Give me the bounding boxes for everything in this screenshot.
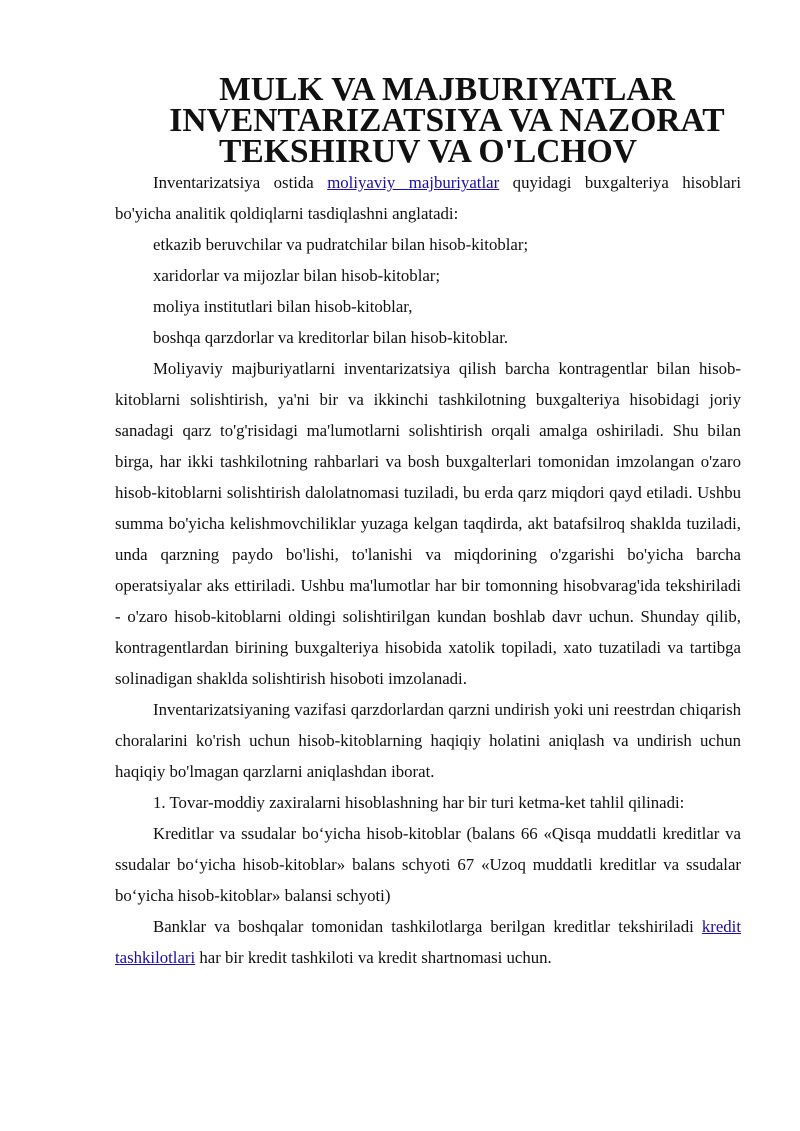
paragraph-banks [115, 911, 741, 973]
document-title [115, 71, 741, 170]
list-item: moliya institutlari bilan hisob-kitoblar, [153, 297, 413, 316]
link-moliyaviy-majburiyatlar[interactable]: moliyaviy majburiyatlar [327, 173, 500, 192]
title-line-1: MULK VA MAJBURIYATLAR INVENTARIZATSIYA VA NAZORAT [169, 71, 725, 139]
paragraph-inventory-process: Moliyaviy majburiyatlarni inventarizatsiya qilish barcha kontragentlar bilan hisob-kitoblarni solishtirish, ya'ni bir va ikkinchi tashkilotning buxgalteriya hisobidagi joriy sanadagi qarz to'g'risidagi ma'lumotlarni solishtirish orqali amalga oshiriladi. Shu bilan birga, har ikki tashkilotning rahbarlari va bosh buxgalterlari tomonidan imzolangan o'zaro hisob-kitoblarni solishtirish dalolatnomasi tuziladi, bu erda qarz miqdori qayd etiladi. Ushbu summa bo'yicha kelishmovchiliklar yuzaga kelgan taqdirda, akt batafsilroq shaklda tuziladi, unda qarzning paydo bo'lishi, to'lanishi va miqdorining o'zgarishi bo'yicha barcha operatsiyalar aks ettiriladi. Ushbu ma'lumotlar har bir tomonning hisobvarag'ida tekshiriladi - o'zaro hisob-kitoblarni oldingi solishtirilgan kundan boshlab davr uchun. Shunday qilib, kontragentlardan birining buxgalteriya hisobida xatolik topiladi, xato tuzatiladi va tartibga solinadigan shaklda solishtirish hisoboti imzolanadi. [115, 359, 741, 688]
paragraph-credits-loans: Kreditlar va ssudalar bo‘yicha hisob-kitoblar (balans 66 «Qisqa muddatli kreditlar va ssudalar bo‘yicha hisob-kitoblar» balans schyoti 67 «Uzoq muddatli kreditlar va ssudalar bo‘yicha hisob-kitoblar» balansi schyoti) [115, 824, 741, 905]
document-page [115, 71, 741, 973]
intro-text-start: Inventarizatsiya ostida [153, 173, 328, 192]
list-item: etkazib beruvchilar va pudratchilar bilan hisob-kitoblar; [153, 235, 529, 254]
paragraph-numbered-1: 1. Tovar-moddiy zaxiralarni hisoblashning har bir turi ketma-ket tahlil qilinadi: [153, 793, 685, 812]
banks-text-end: har bir kredit tashkiloti va kredit shartnomasi uchun. [195, 948, 552, 967]
list-item: boshqa qarzdorlar va kreditorlar bilan hisob-kitoblar. [153, 328, 509, 347]
link-kredit-tashkilotlari[interactable]: kredit tashkilotlari [115, 917, 741, 967]
banks-text-start: Banklar va boshqalar tomonidan tashkilotlarga berilgan kreditlar tekshiriladi [153, 917, 702, 936]
title-line-2: TEKSHIRUV VA O'LCHOV [219, 133, 637, 170]
list-item: xaridorlar va mijozlar bilan hisob-kitoblar; [153, 266, 441, 285]
paragraph-inventory-task: Inventarizatsiyaning vazifasi qarzdorlardan qarzni undirish yoki uni reestrdan chiqarish choralarini ko'rish uchun hisob-kitoblarning haqiqiy holatini aniqlash va undirish uchun haqiqiy bo'lmagan qarzlarni aniqlashdan iborat. [115, 700, 741, 781]
paragraph-intro [115, 167, 741, 229]
intro-text-end: quyidagi buxgalteriya hisoblari bo'yicha analitik qoldiqlarni tasdiqlashni anglatadi: [115, 173, 741, 223]
